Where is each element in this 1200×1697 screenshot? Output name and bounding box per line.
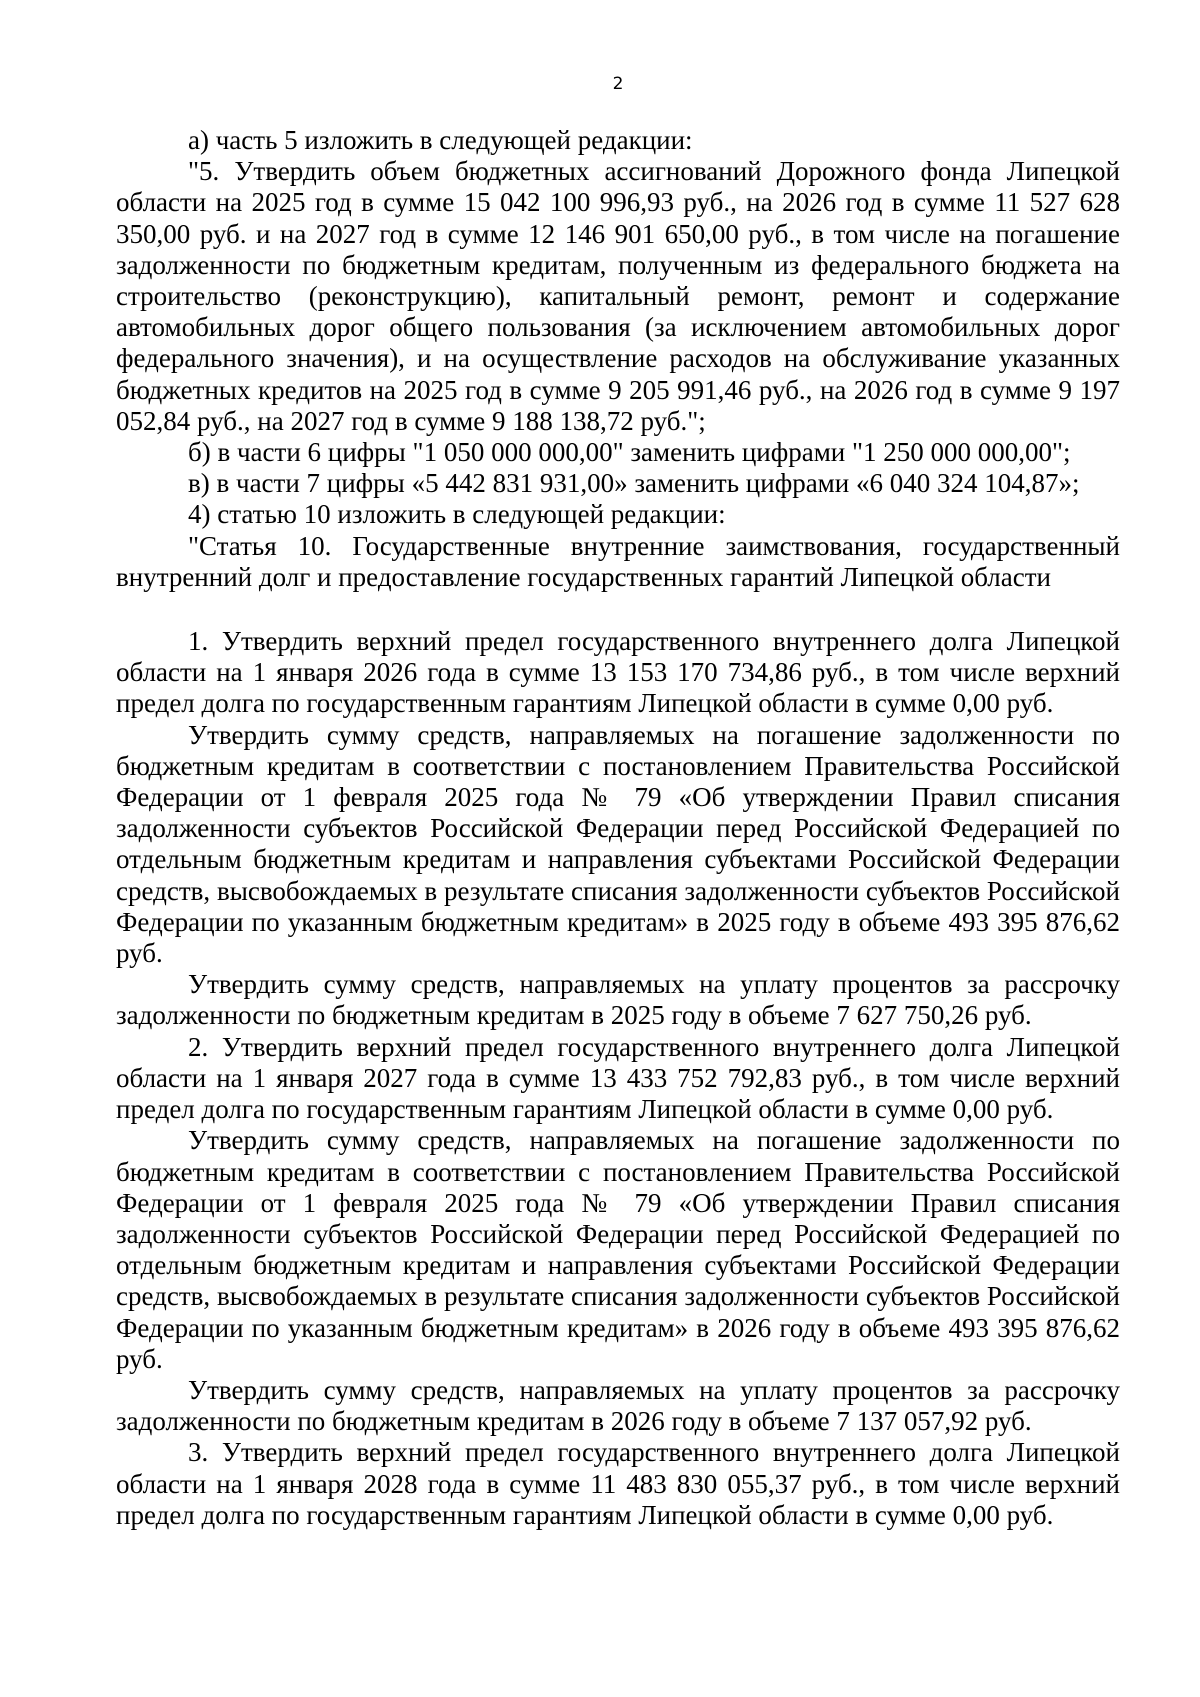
paragraph-debt-limit-2027: 2. Утвердить верхний предел государственного внутреннего долга Липецкой области на 1 января 2027 года в сумме 13 433 752 792,83 руб., в том числе верхний предел долга по государственным гарантиям Липецкой области в сумме 0,00 руб. (116, 1031, 1120, 1125)
page-number: 2 (612, 74, 624, 94)
paragraph-interest-2026: Утвердить сумму средств, направляемых на уплату процентов за рассрочку задолженности по бюджетным кредитам в 2026 году в объеме 7 137 057,92 руб. (116, 1374, 1120, 1437)
paragraph-amend-part-6: б) в части 6 цифры "1 050 000 000,00" заменить цифрами "1 250 000 000,00"; (188, 437, 1071, 468)
paragraph-amend-part-7: в) в части 7 цифры «5 442 831 931,00» заменить цифрами «6 040 324 104,87»; (188, 468, 1080, 499)
paragraph-amend-part-5: а) часть 5 изложить в следующей редакции: (188, 125, 693, 155)
paragraph-interest-2025: Утвердить сумму средств, направляемых на уплату процентов за рассрочку задолженности по бюджетным кредитам в 2025 году в объеме 7 627 750,26 руб. (116, 969, 1120, 1031)
paragraph-write-off-2026: Утвердить сумму средств, направляемых на погашение задолженности по бюджетным кредитам в соответствии с постановлением Правительства Российской Федерации от 1 февраля 2025 года № 79 «Об утверждении Правил списания задолженности субъектов Российской Федерации перед Российской Федерацией по отдельным бюджетным кредитам и направления субъектами Российской Федерации средств, высвобождаемых в результате списания задолженности субъектов Российской Федерации по указанным бюджетным кредитам» в 2026 году в объеме 493 395 876,62 руб. (116, 1125, 1120, 1374)
document-body (116, 125, 1120, 1531)
paragraph-road-fund: "5. Утвердить объем бюджетных ассигнований Дорожного фонда Липецкой области на 2025 год в сумме 15 042 100 996,93 руб., на 2026 год в сумме 11 527 628 350,00 руб. и на 2027 год в сумме 12 146 901 650,00 руб., в том числе на погашение задолженности по бюджетным кредитам, полученным из федерального бюджета на строительство (реконструкцию), капитальный ремонт, ремонт и содержание автомобильных дорог общего пользования (за исключением автомобильных дорог федерального значения), и на осуществление расходов на обслуживание указанных бюджетных кредитов на 2025 год в сумме 9 205 991,46 руб., на 2026 год в сумме 9 197 052,84 руб., на 2027 год в сумме 9 188 138,72 руб."; (116, 156, 1120, 436)
paragraph-article-10-intro: 4) статью 10 изложить в следующей редакции: (188, 499, 726, 530)
article-10-heading: "Статья 10. Государственные внутренние заимствования, государственный внутренний долг и предоставление государственных гарантий Липецкой области (116, 530, 1120, 592)
paragraph-debt-limit-2028: 3. Утвердить верхний предел государственного внутреннего долга Липецкой области на 1 января 2028 года в сумме 11 483 830 055,37 руб., в том числе верхний предел долга по государственным гарантиям Липецкой области в сумме 0,00 руб. (116, 1437, 1120, 1530)
paragraph-spacer (116, 593, 1120, 626)
paragraph-debt-limit-2026: 1. Утвердить верхний предел государственного внутреннего долга Липецкой области на 1 января 2026 года в сумме 13 153 170 734,86 руб., в том числе верхний предел долга по государственным гарантиям Липецкой области в сумме 0,00 руб. (116, 626, 1120, 719)
paragraph-write-off-2025: Утвердить сумму средств, направляемых на погашение задолженности по бюджетным кредитам в соответствии с постановлением Правительства Российской Федерации от 1 февраля 2025 года № 79 «Об утверждении Правил списания задолженности субъектов Российской Федерации перед Российской Федерацией по отдельным бюджетным кредитам и направления субъектами Российской Федерации средств, высвобождаемых в результате списания задолженности субъектов Российской Федерации по указанным бюджетным кредитам» в 2025 году в объеме 493 395 876,62 руб. (116, 719, 1120, 969)
